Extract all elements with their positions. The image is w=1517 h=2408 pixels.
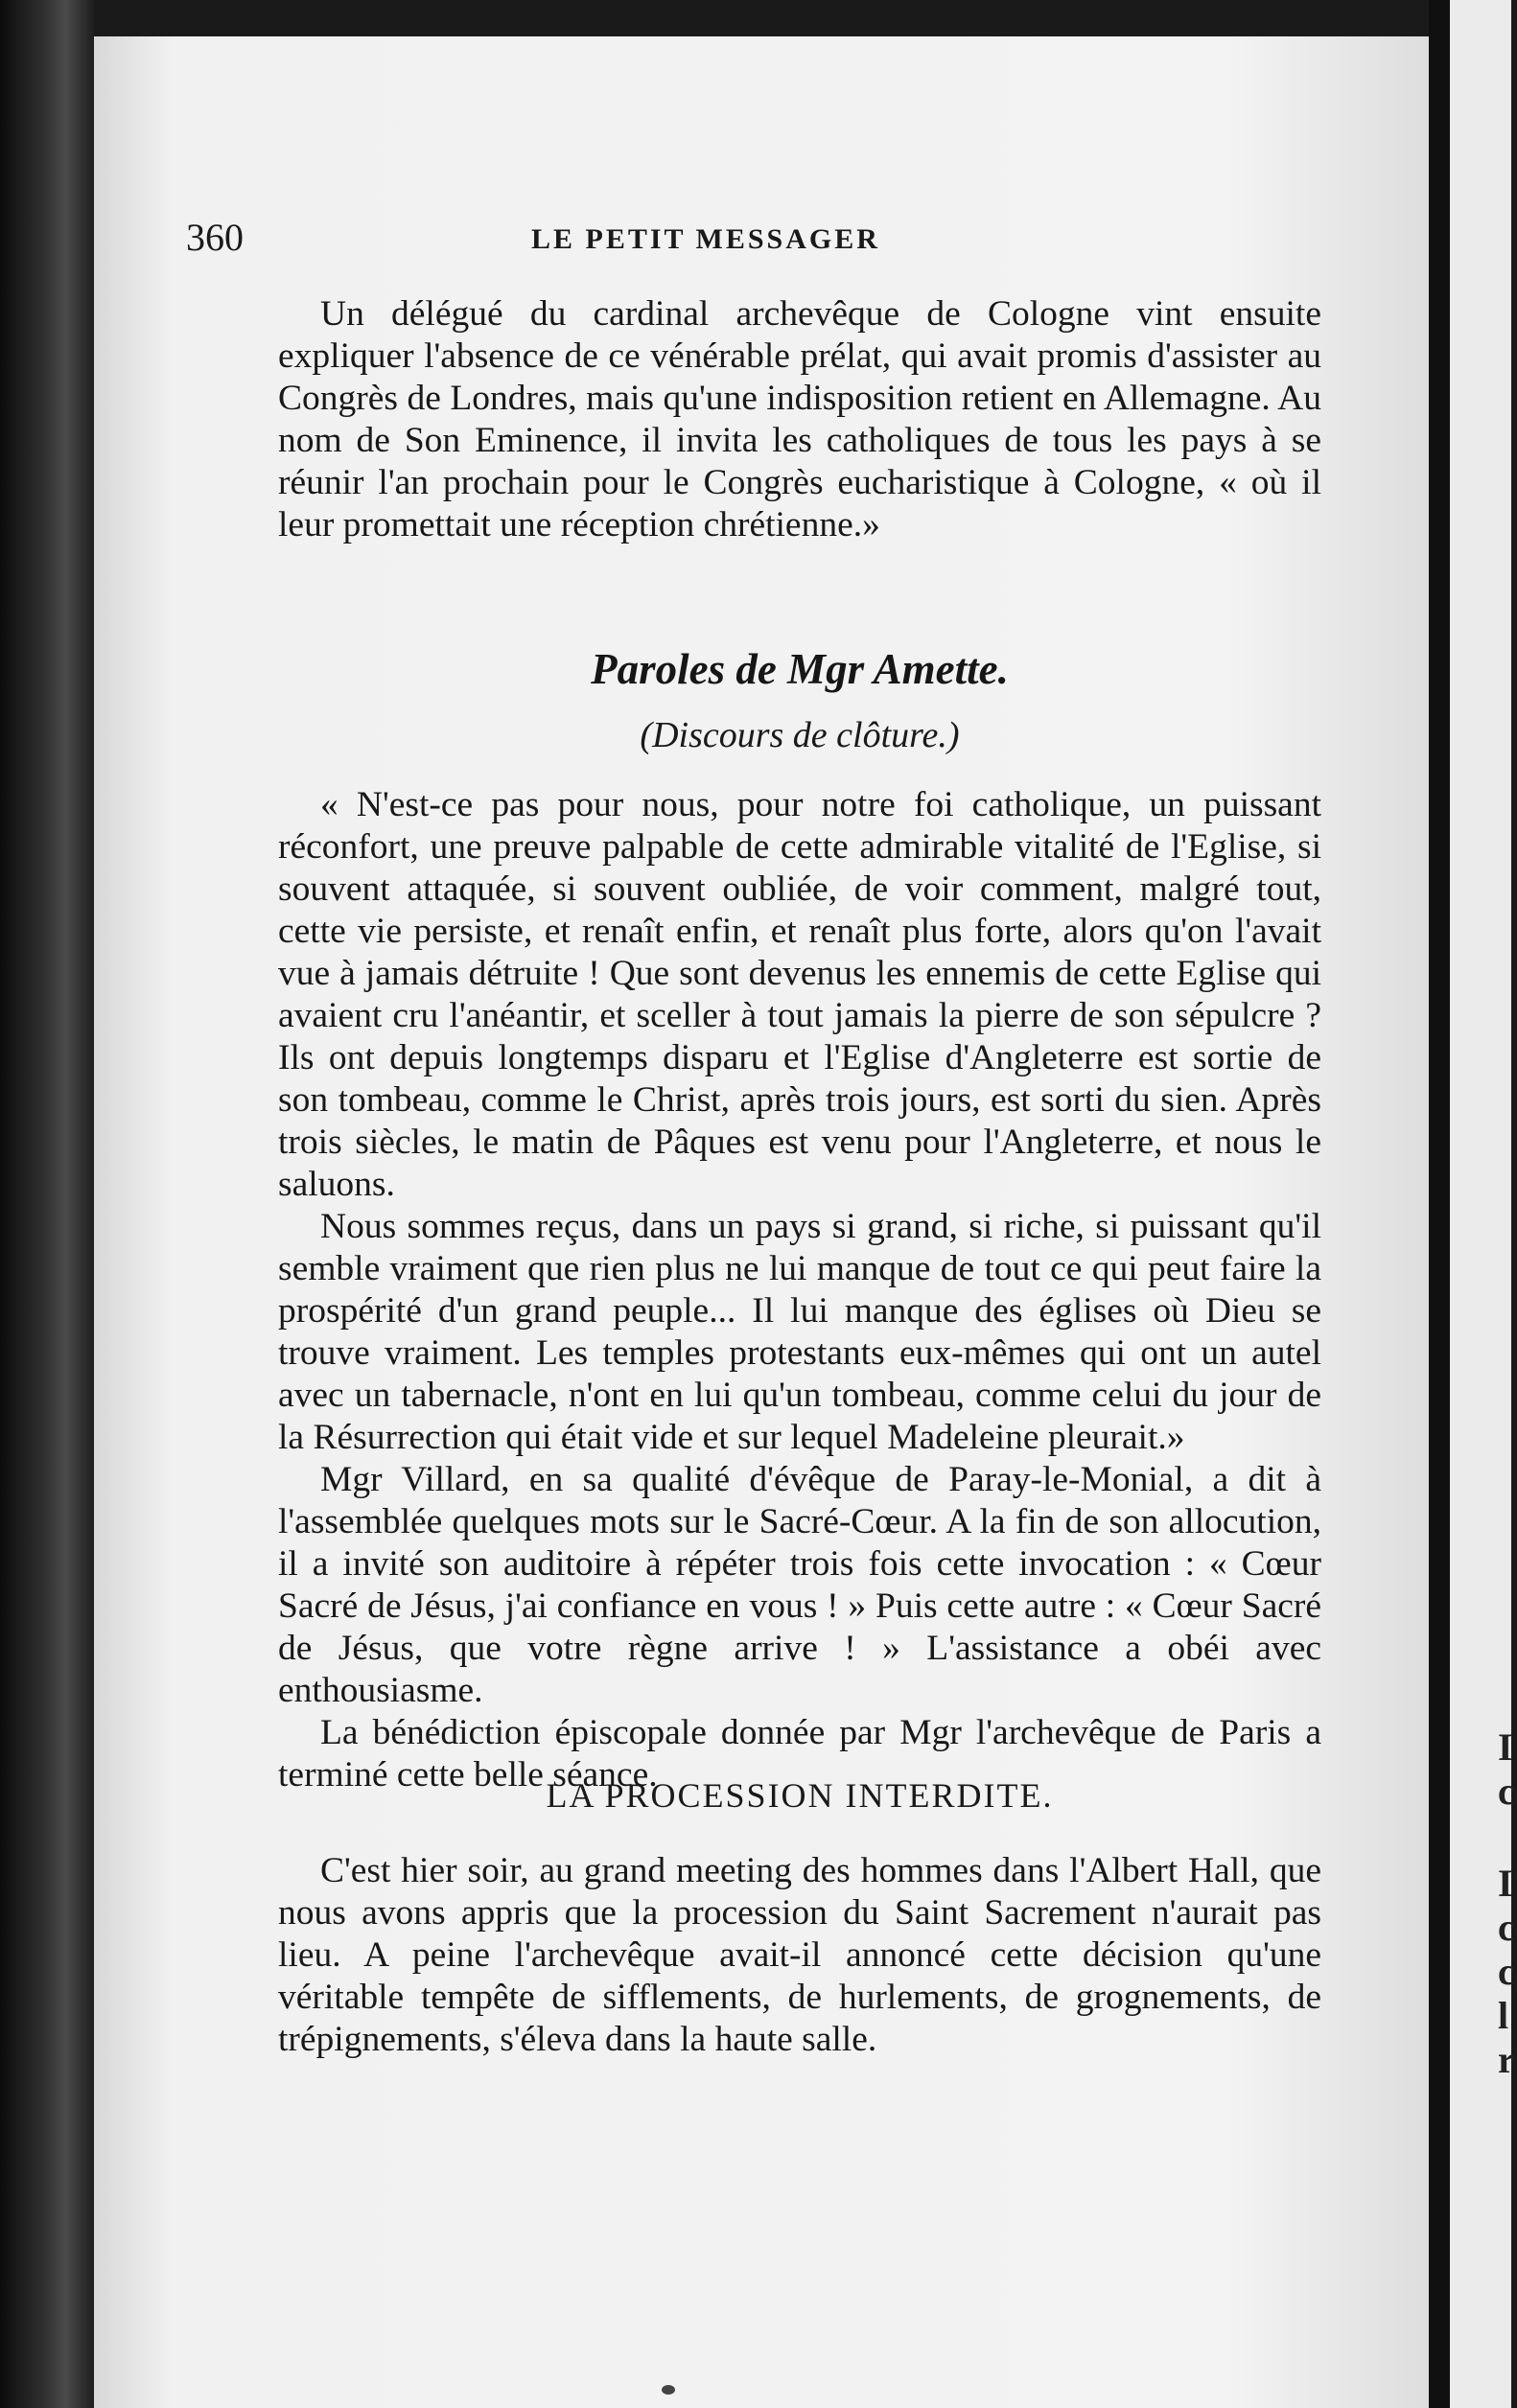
facing-page-fragment: c bbox=[1498, 1770, 1515, 1813]
facing-page-fragment: I bbox=[1498, 1862, 1513, 1905]
facing-page-fragment: I bbox=[1498, 1725, 1513, 1769]
page-number: 360 bbox=[186, 216, 244, 259]
intro-text-block bbox=[278, 293, 1321, 546]
facing-page-fragment: l bbox=[1498, 1994, 1509, 2037]
facing-page-fragment: c bbox=[1498, 1950, 1515, 1993]
facing-page-fragment: c bbox=[1498, 1906, 1515, 1949]
paragraph: Mgr Villard, en sa qualité d'évêque de Paray-le-Monial, a dit à l'assemblée quelques mots sur le Sacré-Cœur. A la fin de son allocution, il a invité son auditoire à répéter trois fois cette invocation : « Cœur Sacré de Jésus, j'ai confiance en vous ! » Puis cette autre : « Cœur Sacré de Jésus, que votre règne arrive ! » L'assistance a obéi avec enthousiasme. bbox=[278, 1460, 1321, 1710]
running-header bbox=[186, 209, 1337, 266]
paragraph: « N'est-ce pas pour nous, pour notre foi catholique, un puissant réconfort, une preuve palpable de cette admirable vitalité de l'Eglise, si souvent attaquée, si souvent oubliée, de voir comment, malgré tout, cette vie persiste, et renaît enfin, et renaît plus forte, alors qu'on l'avait vue à jamais détruite ! Que sont devenus les ennemis de cette Eglise qui avaient cru l'anéantir, et sceller à tout jamais la pierre de son sépulcre ? Ils ont depuis longtemps disparu et l'Eglise d'Angleterre est sortie de son tombeau, comme le Christ, après trois jours, est sorti du sien. Après trois siècles, le matin de Pâques est venu pour l'Angleterre, et nous le saluons. bbox=[278, 785, 1321, 1204]
paragraph: La bénédiction épiscopale donnée par Mgr l'archevêque de Paris a terminé cette belle séance. bbox=[278, 1713, 1321, 1794]
section-subtitle-discours: (Discours de clôture.) bbox=[640, 715, 960, 755]
paragraph: C'est hier soir, au grand meeting des hommes dans l'Albert Hall, que nous avons appris que la procession du Saint Sacrement n'aurait pas lieu. A peine l'archevêque avait-il annoncé cette décision qu'une véritable tempête de sifflements, de hurlements, de grognements, de trépignements, s'éleva dans la haute salle. bbox=[278, 1851, 1321, 2059]
paragraph: Nous sommes reçus, dans un pays si grand, si riche, si puissant qu'il semble vraiment que rien plus ne lui manque de tout ce qui peut faire la prospérité d'un grand peuple... Il lui manque des églises où Dieu se trouve vraiment. Les temples protestants eux-mêmes qui ont un autel avec un tabernacle, n'ont en lui qu'un tombeau, comme celui du jour de la Résurrection qui était vide et sur lequel Madeleine pleurait.» bbox=[278, 1207, 1321, 1457]
procession-text-block bbox=[278, 1850, 1321, 2061]
gutter-shadow bbox=[1429, 0, 1450, 2408]
section-title-procession: LA PROCESSION INTERDITE. bbox=[546, 1776, 1054, 1815]
running-title: LE PETIT MESSAGER bbox=[531, 223, 880, 255]
speech-text-block bbox=[278, 784, 1321, 1796]
book-spine-left bbox=[0, 0, 94, 2408]
ink-speck bbox=[662, 2385, 675, 2395]
intro-paragraph: Un délégué du cardinal archevêque de Cologne vint ensuite expliquer l'absence de ce vénérable prélat, qui avait promis d'assister au Congrès de Londres, mais qu'une indisposition retient en Allemagne. Au nom de Son Eminence, il invita les catholiques de tous les pays à se réunir l'an prochain pour le Congrès eucharistique à Cologne, « où il leur promettait une réception chrétienne.» bbox=[278, 294, 1321, 544]
facing-page-edge bbox=[1450, 0, 1515, 2408]
facing-page-fragment: r bbox=[1498, 2038, 1515, 2081]
section-title-paroles: Paroles de Mgr Amette. bbox=[591, 645, 1009, 693]
